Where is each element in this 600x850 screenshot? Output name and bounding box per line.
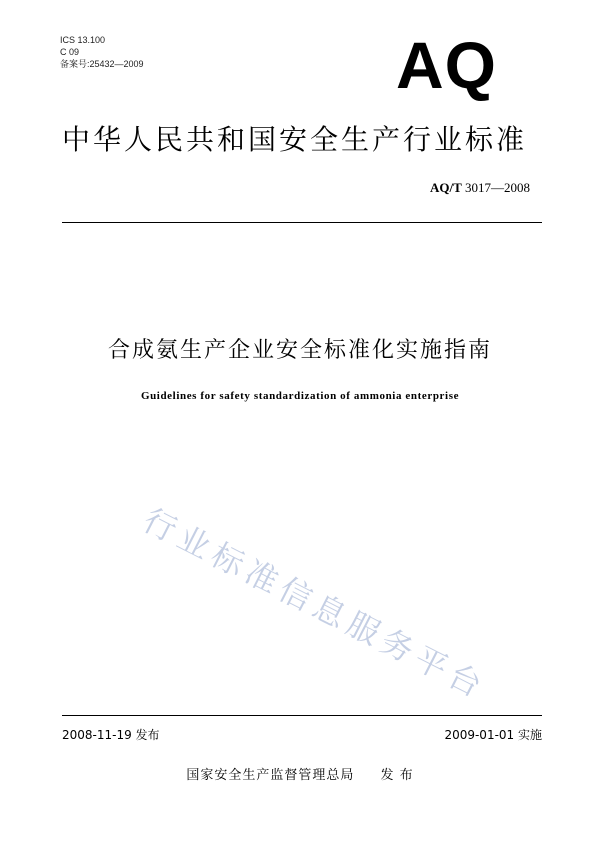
filing-number: 备案号:25432—2009: [60, 59, 144, 69]
classification-block: [60, 34, 144, 70]
standard-code: 3017—2008: [465, 180, 530, 195]
implementation-date: 2009-01-01 实施: [444, 728, 542, 742]
document-title-english: Guidelines for safety standardization of ammonia enterprise: [140, 390, 460, 402]
top-divider: [62, 222, 542, 223]
ccs-code: C 09: [60, 47, 80, 57]
watermark: 行业标准信息服务平台: [137, 500, 494, 708]
aq-logo: AQ: [396, 28, 497, 102]
document-title: 合成氨生产企业安全标准化实施指南: [107, 338, 492, 363]
ics-code: ICS 13.100: [60, 35, 106, 45]
bottom-divider: [62, 715, 542, 716]
issuer-action: 发 布: [380, 768, 414, 783]
standard-prefix: AQ/T: [429, 180, 462, 195]
issue-date: 2008-11-19 发布: [62, 728, 160, 742]
org-title: 中华人民共和国安全生产行业标准: [62, 123, 528, 156]
issuer-name: 国家安全生产监督管理总局: [186, 768, 355, 783]
standard-number: [430, 180, 530, 196]
issuer: [0, 764, 600, 783]
